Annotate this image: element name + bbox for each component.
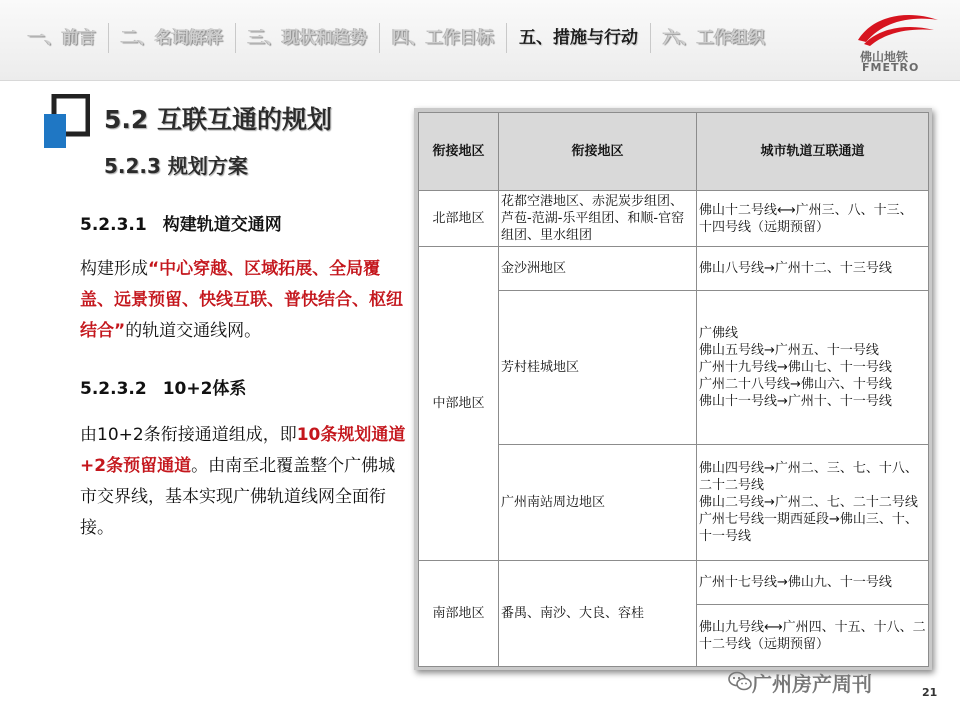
table-row [419,247,929,291]
tab-goals[interactable]: 四、工作目标 [392,28,494,48]
paragraph-tail: 。由南至北覆盖整个广佛城市交界线，基本实现广佛轨道线网全面衔接。 [80,456,396,538]
tab-divider [108,23,109,53]
tab-measures-actions[interactable]: 五、措施与行动 [519,28,638,48]
wechat-icon [728,670,752,692]
cell-area: 金沙洲地区 [499,247,697,291]
table-row [419,191,929,247]
cell-region: 中部地区 [419,247,499,561]
page-number: 21 [922,686,938,699]
heading-number: 5.2.3.1 [80,215,147,235]
heading-text: 10+2体系 [162,379,247,399]
cell-channels: 佛山九号线⟷广州四、十五、十八、二十二号线（远期预留） [697,605,929,667]
heading-text: 构建轨道交通网 [162,215,282,235]
section-title: 5.2 互联互通的规划 [104,105,332,134]
section-subtitle: 5.2.3 规划方案 [104,154,248,178]
paragraph-lead: 由10+2条衔接通道组成，即 [80,425,297,445]
table-row [419,561,929,605]
cell-area: 芳村桂城地区 [499,291,697,445]
paragraph-tail: 的轨道交通线网。 [125,321,262,341]
paragraph-lead: 构建形成 [80,259,148,279]
section-square-icon [42,94,90,150]
logo-english-text: FMETRO [862,61,920,74]
logo-chinese-text: 佛山地铁 [860,50,909,64]
paragraph-network-description [80,254,410,347]
header-area: 衔接地区 [499,113,697,191]
tab-divider [506,23,507,53]
cell-channels: 佛山十二号线⟷广州三、八、十三、 十四号线（远期预留） [697,191,929,247]
tab-organization[interactable]: 六、工作组织 [663,28,765,48]
cell-region: 北部地区 [419,191,499,247]
tab-status-trends[interactable]: 三、现状和趋势 [248,28,367,48]
cell-channels: 广佛线 佛山五号线→广州五、十一号线 广州十九号线→佛山七、十一号线 广州二十八号线→佛山六、十号线 佛山十一号线→广州十、十一号线 [697,291,929,445]
cell-channels: 佛山四号线→广州二、三、七、十八、二十二号线 佛山二号线→广州二、七、二十二号线 广州七号线一期西延段→佛山三、十、十一号线 [697,445,929,561]
table-header-row [419,113,929,191]
header-region: 衔接地区 [419,113,499,191]
fmetro-swoosh-icon [854,10,940,50]
heading-number: 5.2.3.2 [80,379,147,399]
tab-divider [379,23,380,53]
paragraph-highlight: “中心穿越、区域拓展、全局覆盖、远景预留、快线互联、普快结合、枢纽结合” [80,259,403,341]
cell-channels: 佛山八号线→广州十二、十三号线 [697,247,929,291]
connection-table [418,112,929,667]
header-channels: 城市轨道互联通道 [697,113,929,191]
top-navigation [0,0,960,81]
cell-area: 广州南站周边地区 [499,445,697,561]
tab-definitions[interactable]: 二、名词解释 [121,28,223,48]
fmetro-logo [854,10,940,74]
connection-table-frame [414,108,932,670]
tab-divider [235,23,236,53]
tab-preface[interactable]: 一、前言 [28,28,96,48]
tab-divider [650,23,651,53]
cell-area: 番禺、南沙、大良、容桂 [499,561,697,667]
heading-10-2-system [80,374,246,399]
nav-tabs [18,22,775,54]
cell-region: 南部地区 [419,561,499,667]
watermark-text: 广州房产周刊 [752,672,872,696]
heading-rail-network [80,210,282,235]
paragraph-highlight: 10条规划通道+2条预留通道 [80,425,406,476]
cell-channels: 广州十七号线→佛山九、十一号线 [697,561,929,605]
paragraph-system-description [80,420,410,544]
cell-area: 花都空港地区、赤泥炭步组团、芦苞-范湖-乐平组团、和顺-官窑组团、里水组团 [499,191,697,247]
